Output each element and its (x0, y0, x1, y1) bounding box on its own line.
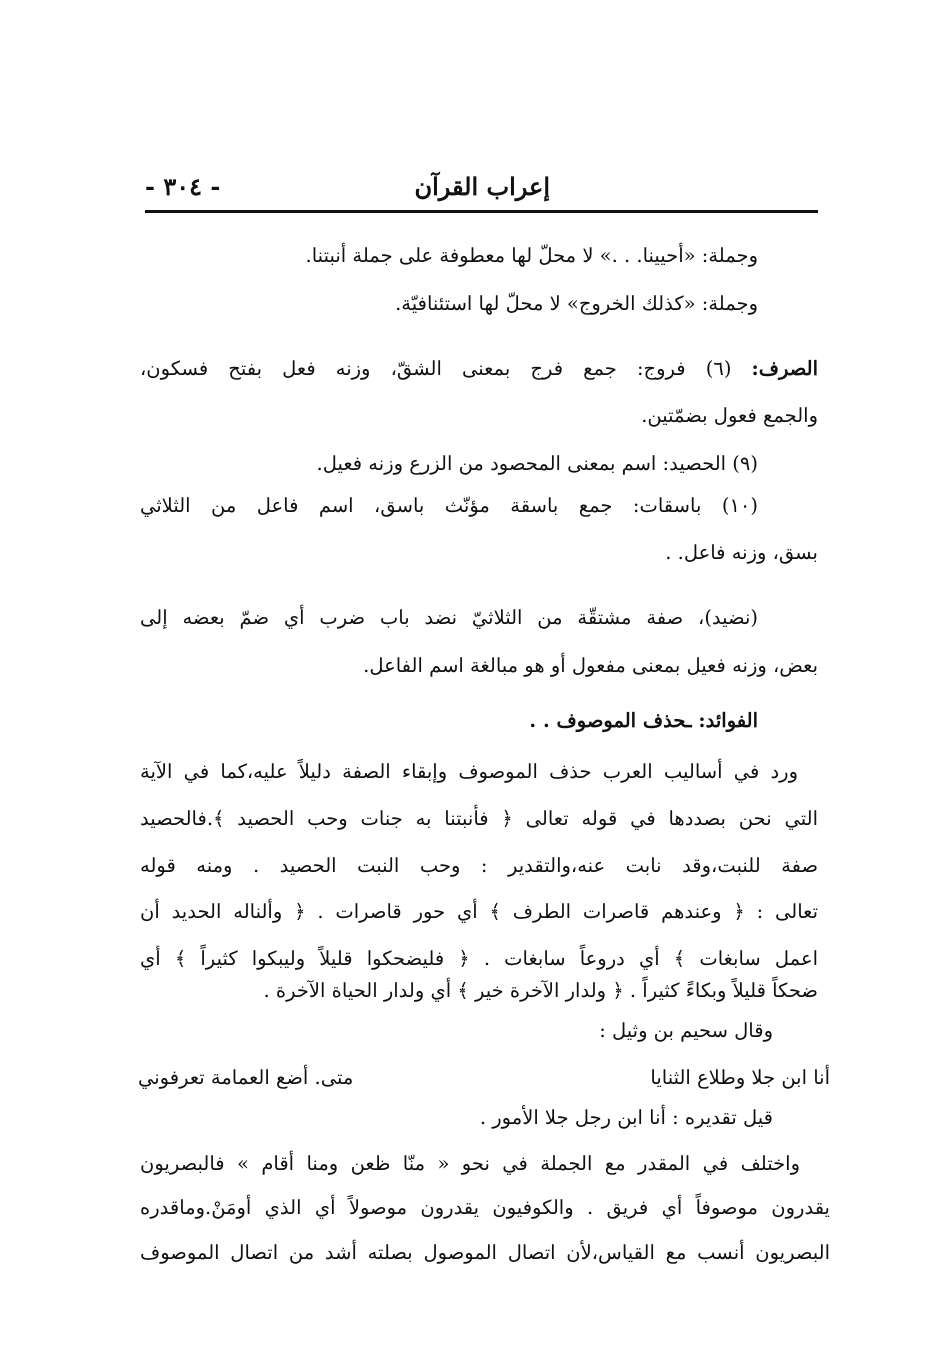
text-line: بسق، وزنه فاعل. . (665, 541, 818, 564)
text-line: صفة للنبت،وقد نابت عنه،والتقدير : وحب النبت الحصيد . ومنه قوله (140, 854, 818, 877)
text-line: (نضيد)، صفة مشتقّة من الثلاثيّ نضد باب ضرب أي ضمّ بعضه إلى (140, 606, 758, 629)
text-line (140, 354, 818, 384)
text-line: (١٠) باسقات: جمع باسقة مؤنّث باسق، اسم فاعل من الثلاثي (140, 494, 758, 517)
text-line: تعالى : ﴿ وعندهم قاصرات الطرف ﴾ أي حور قاصرات . ﴿ وألناله الحديد أن (140, 900, 818, 923)
text-line: واختلف في المقدر مع الجملة في نحو « منّا ظعن ومنا أقام » فالبصريون (140, 1152, 800, 1175)
line-text: (٦) فروج: جمع فرج بمعنى الشقّ، وزنه فعل بفتح فسكون، (140, 357, 732, 380)
text-line: وقال سحيم بن وثيل : (599, 1019, 773, 1042)
text-line: وجملة: «أحيينا. . .» لا محلّ لها معطوفة على جملة أنبتنا. (305, 244, 758, 267)
section-label-sarf: الصرف: (751, 357, 818, 380)
text-line: ورد في أساليب العرب حذف الموصوف وإبقاء الصفة دليلاً عليه،كما في الآية (140, 760, 798, 783)
text-line: ضحكاً قليلاً وبكاءً كثيراً . ﴿ ولدار الآخرة خير ﴾ أي ولدار الحياة الآخرة . (263, 979, 818, 1002)
page-header (145, 172, 820, 208)
text-line: يقدرون موصوفاً أي فريق . والكوفيون يقدرون موصولاً أي الذي أومَنْ.وماقدره (140, 1196, 830, 1219)
running-title: إعراب القرآن (414, 172, 550, 201)
verse-first-hemistich: أنا ابن جلا وطلاع الثنايا (650, 1066, 830, 1089)
text-line: قيل تقديره : أنا ابن رجل جلا الأمور . (479, 1106, 773, 1129)
text-line: وجملة: «كذلك الخروج» لا محلّ لها استئنافيّة. (395, 292, 758, 315)
text-line: التي نحن بصددها في قوله تعالى ﴿ فأنبتنا به جنات وحب الحصيد ﴾.فالحصيد (140, 807, 818, 830)
text-line: بعض، وزنه فعيل بمعنى مفعول أو هو مبالغة اسم الفاعل. (363, 654, 818, 677)
text-line: (٩) الحصيد: اسم بمعنى المحصود من الزرع وزنه فعيل. (316, 452, 758, 475)
verse-second-hemistich: متى. أضع العمامة تعرفوني (138, 1066, 354, 1089)
text-line: البصريون أنسب مع القياس،لأن اتصال الموصول بصلته أشد من اتصال الموصوف (140, 1241, 831, 1264)
text-line: والجمع فعول بضمّتين. (641, 404, 818, 427)
header-rule (145, 210, 818, 213)
page-number: - ٣٠٤ - (145, 172, 221, 201)
section-label-fawaid: الفوائد: ـ (685, 709, 758, 732)
text-line (529, 706, 758, 736)
text-line: اعمل سابغات ﴾ أي دروعاً سابغات . ﴿ فليضحكوا قليلاً وليبكوا كثيراً ﴾ أي (140, 947, 818, 970)
line-text: حذف الموصوف . . (529, 709, 686, 732)
